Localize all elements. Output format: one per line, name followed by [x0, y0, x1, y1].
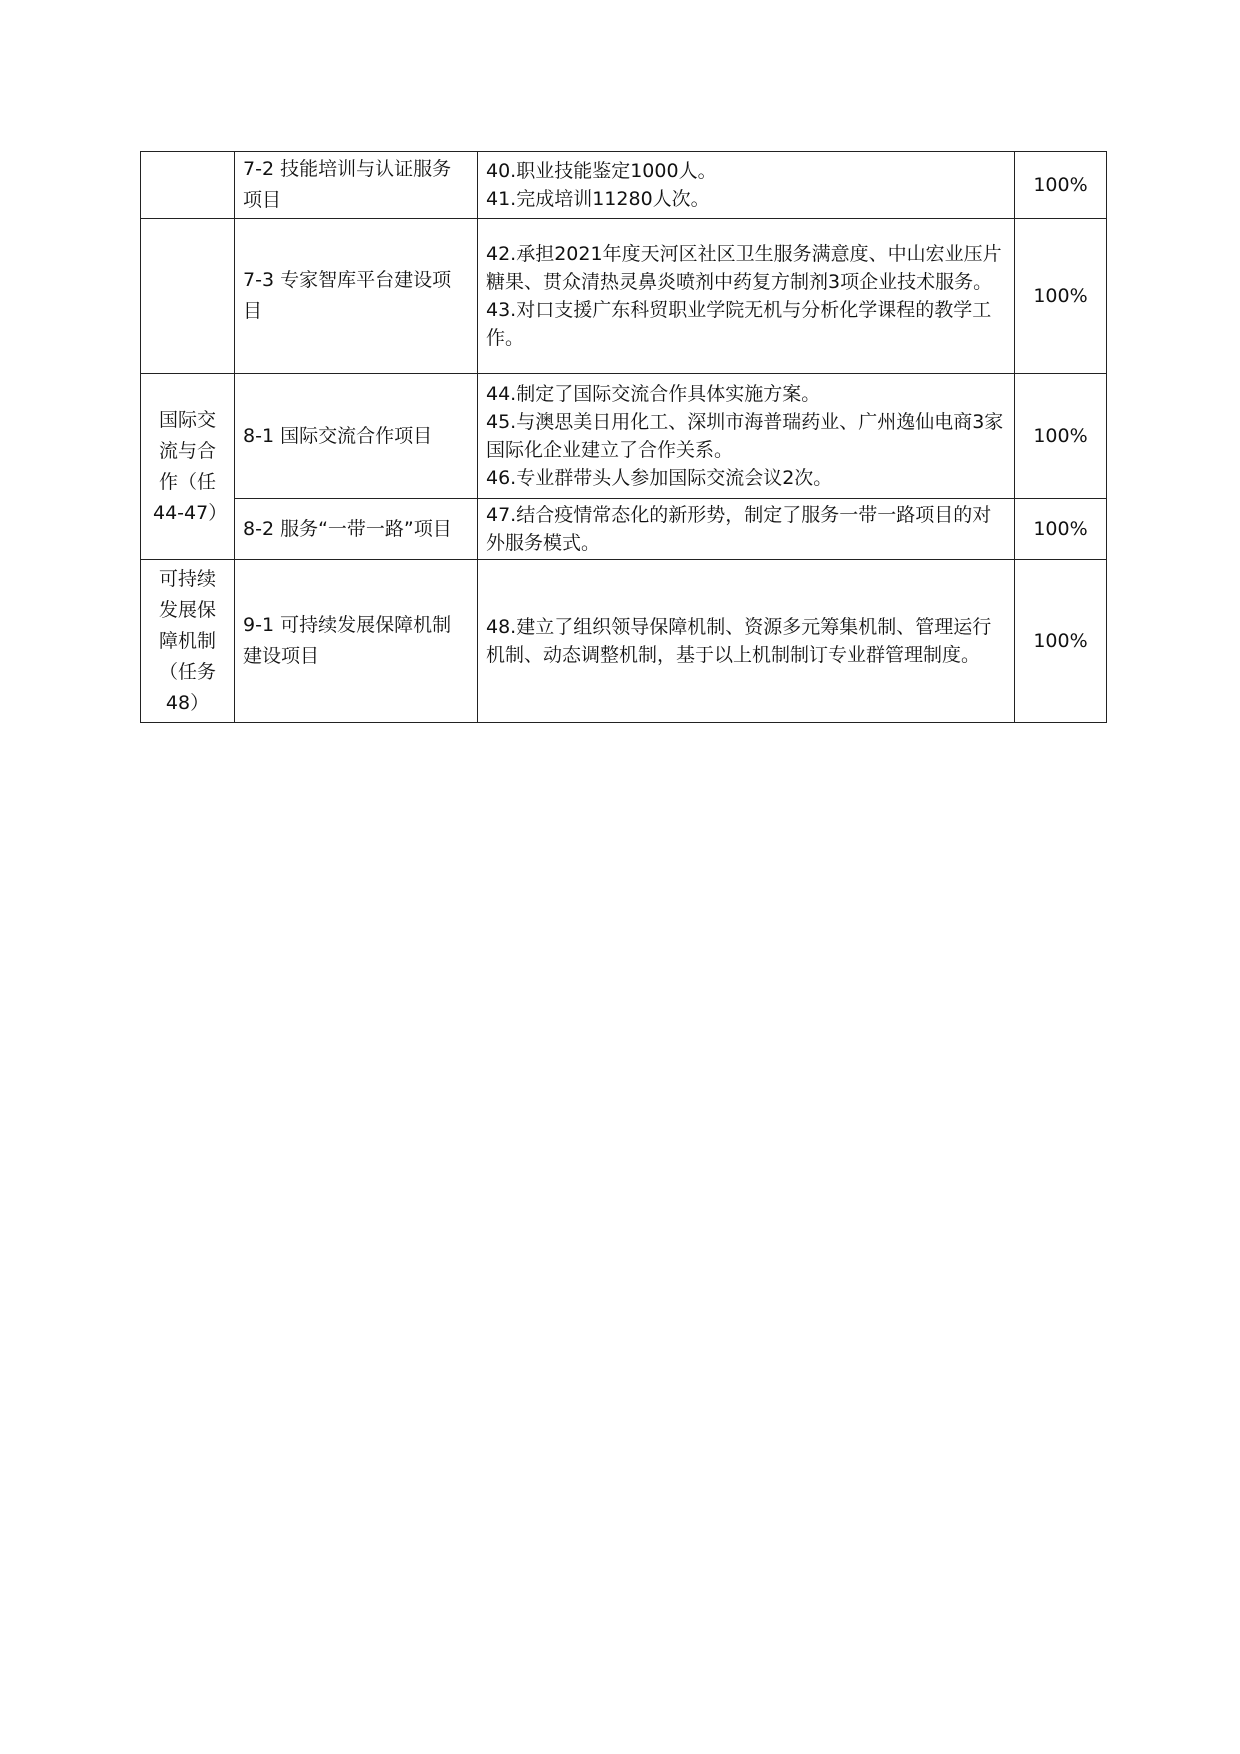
completion-percent: 100% — [1015, 219, 1107, 374]
result-item: 42.承担2021年度天河区社区卫生服务满意度、中山宏业压片糖果、贯众清热灵鼻炎喷剂中药复方制剂3项企业技术服务。 — [486, 243, 1002, 293]
completion-percent: 100% — [1015, 152, 1107, 219]
results-cell — [478, 499, 1015, 560]
results-cell — [478, 219, 1015, 374]
table-row — [141, 152, 1107, 219]
result-item: 41.完成培训11280人次。 — [486, 188, 710, 210]
table-row — [141, 499, 1107, 560]
results-cell — [478, 560, 1015, 723]
category-cell: 国际交流与合作（任44-47） — [141, 374, 235, 560]
results-cell — [478, 374, 1015, 499]
category-cell-empty — [141, 152, 235, 219]
result-item: 46.专业群带头人参加国际交流会议2次。 — [486, 467, 833, 489]
result-item: 48.建立了组织领导保障机制、资源多元筹集机制、管理运行机制、动态调整机制，基于以上机制制订专业群管理制度。 — [486, 616, 992, 666]
category-cell-empty — [141, 219, 235, 374]
results-cell — [478, 152, 1015, 219]
result-item: 45.与澳思美日用化工、深圳市海普瑞药业、广州逸仙电商3家国际化企业建立了合作关系。 — [486, 411, 1004, 461]
project-cell: 8-1 国际交流合作项目 — [235, 374, 478, 499]
completion-percent: 100% — [1015, 374, 1107, 499]
completion-percent: 100% — [1015, 560, 1107, 723]
table-row — [141, 374, 1107, 499]
result-item: 40.职业技能鉴定1000人。 — [486, 160, 717, 182]
table-row — [141, 560, 1107, 723]
table-row — [141, 219, 1107, 374]
result-item: 47.结合疫情常态化的新形势，制定了服务一带一路项目的对外服务模式。 — [486, 504, 992, 554]
result-item: 44.制定了国际交流合作具体实施方案。 — [486, 383, 821, 405]
project-cell: 8-2 服务“一带一路”项目 — [235, 499, 478, 560]
category-cell: 可持续发展保障机制（任务48） — [141, 560, 235, 723]
result-item: 43.对口支援广东科贸职业学院无机与分析化学课程的教学工作。 — [486, 299, 992, 349]
project-cell: 9-1 可持续发展保障机制建设项目 — [235, 560, 478, 723]
project-cell: 7-3 专家智库平台建设项目 — [235, 219, 478, 374]
task-completion-table — [140, 151, 1107, 723]
project-cell: 7-2 技能培训与认证服务项目 — [235, 152, 478, 219]
completion-percent: 100% — [1015, 499, 1107, 560]
